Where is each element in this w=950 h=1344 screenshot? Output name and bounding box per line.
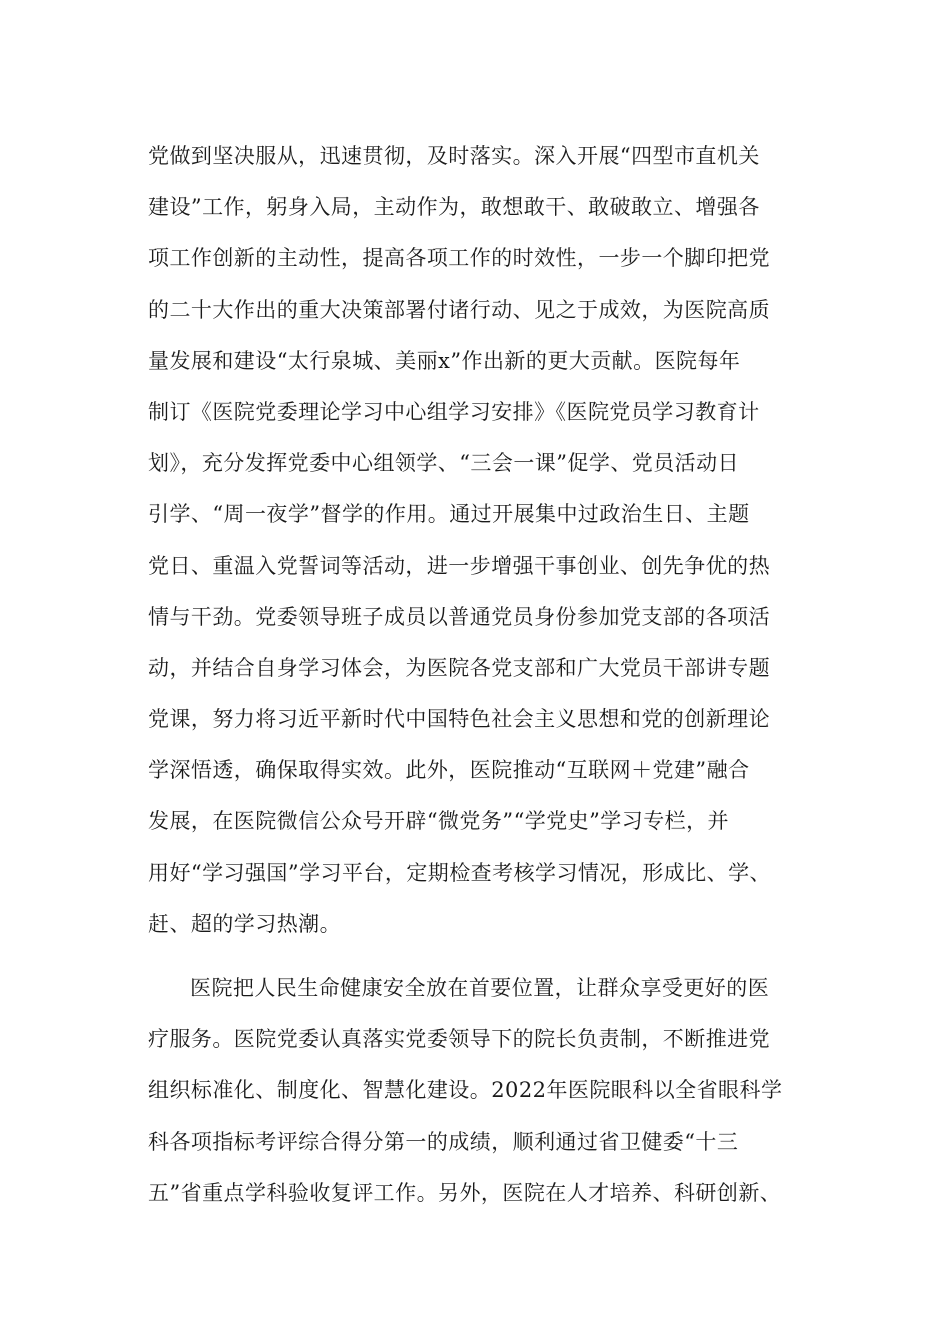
- text-line: 发展，在医院微信公众号开辟“微党务”“学党史”学习专栏，并: [148, 809, 729, 834]
- text-line: 学深悟透，确保取得实效。此外，医院推动“互联网＋党建”融合: [148, 758, 750, 783]
- text-line: 引学、“周一夜学”督学的作用。通过开展集中过政治生日、主题: [148, 502, 750, 527]
- text-line: 科各项指标考评综合得分第一的成绩，顺利通过省卫健委“十三: [148, 1129, 739, 1154]
- text-line: 动，并结合自身学习体会，为医院各党支部和广大党员干部讲专题: [148, 655, 771, 680]
- text-line: 赶、超的学习热潮。: [148, 911, 342, 936]
- text-line: 情与干劲。党委领导班子成员以普通党员身份参加党支部的各项活: [148, 604, 771, 629]
- text-line: 疗服务。医院党委认真落实党委领导下的院长负责制，不断推进党: [148, 1027, 771, 1052]
- text-line: 的二十大作出的重大决策部署付诸行动、见之于成效，为医院高质: [148, 297, 771, 322]
- text-line: 制订《医院党委理论学习中心组学习安排》《医院党员学习教育计: [148, 399, 760, 424]
- text-line: 党做到坚决服从，迅速贯彻，及时落实。深入开展“四型市直机关: [148, 144, 760, 168]
- text-line: 用好“学习强国”学习平台，定期检查考核学习情况，形成比、学、: [148, 860, 771, 885]
- text-line: 党课，努力将习近平新时代中国特色社会主义思想和党的创新理论: [148, 707, 771, 732]
- text-line: 五”省重点学科验收复评工作。另外，医院在人才培养、科研创新、: [148, 1180, 782, 1205]
- text-line: 党日、重温入党誓词等活动，进一步增强干事创业、创先争优的热: [148, 553, 771, 578]
- paragraph-2: [148, 963, 828, 1219]
- text-line: 组织标准化、制度化、智慧化建设。2022年医院眼科以全省眼科学: [148, 1078, 783, 1103]
- text-line: 项工作创新的主动性，提高各项工作的时效性，一步一个脚印把党: [148, 246, 771, 271]
- paragraph-1: [148, 131, 828, 950]
- text-line: 划》，充分发挥党委中心组领学、“三会一课”促学、党员活动日: [148, 451, 740, 476]
- text-line: 量发展和建设“太行泉城、美丽x”作出新的更大贡献。医院每年: [148, 348, 741, 373]
- text-line: 建设”工作，躬身入局，主动作为，敢想敢干、敢破敢立、增强各: [148, 195, 760, 220]
- text-line: 医院把人民生命健康安全放在首要位置，让群众享受更好的医: [190, 976, 770, 1000]
